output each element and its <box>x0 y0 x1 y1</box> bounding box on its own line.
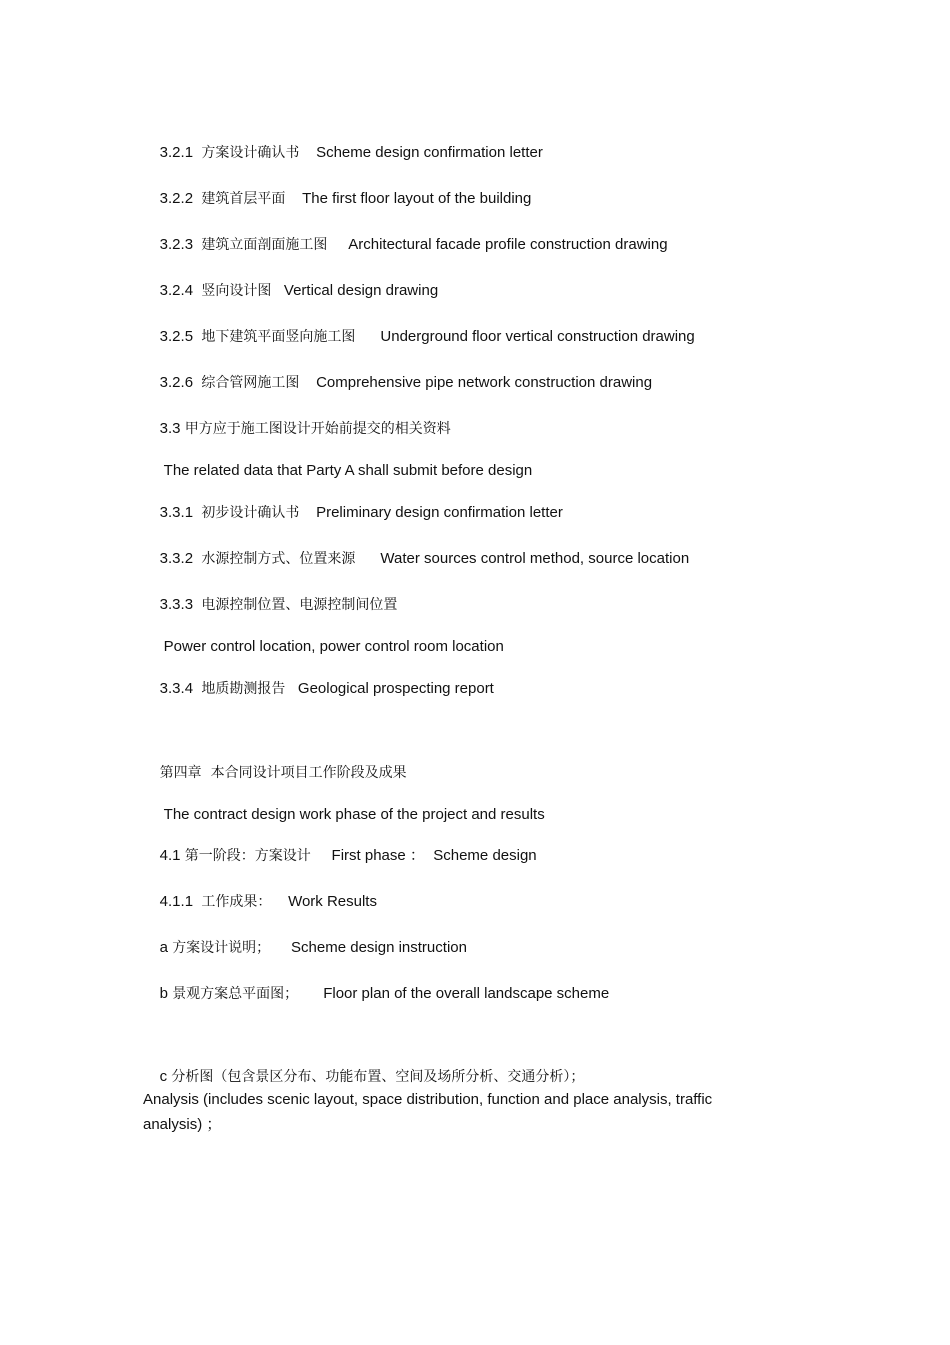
item-title-en: Scheme design confirmation letter <box>316 144 543 161</box>
item-title-cn: 第一阶段：方案设计 <box>184 848 311 864</box>
item-number: b <box>159 985 169 1002</box>
item-title-cn: 竖向设计图 <box>201 283 272 299</box>
item-number: 4.1.1 <box>159 893 194 910</box>
item-title-cn: 初步设计确认书 <box>201 505 300 521</box>
item-title-en: Water sources control method, source location <box>380 550 690 567</box>
item-title-en: First phase ： Scheme design <box>331 847 537 864</box>
item-number: 3.3.3 <box>159 596 194 613</box>
item-title-en: The related data that Party A shall submit before design <box>163 462 533 479</box>
item-title-cn: 电源控制位置、电源控制间位置 <box>201 597 398 613</box>
item-title-en: The first floor layout of the building <box>302 190 532 207</box>
item-number: c <box>159 1068 168 1085</box>
item-number: 3.2.1 <box>159 144 194 161</box>
item-number: 3.3 <box>159 420 181 437</box>
item-c-en <box>143 1087 723 1137</box>
item-title-en: Work Results <box>288 893 377 910</box>
item-title-cn: 水源控制方式、位置来源 <box>201 551 356 567</box>
item-number: 3.2.6 <box>159 374 194 391</box>
item-title-en: Vertical design drawing <box>283 282 439 299</box>
item-title-cn: 地质勘测报告 <box>201 681 286 697</box>
item-title-cn: 方案设计确认书 <box>201 145 300 161</box>
item-3-3-4 <box>143 659 494 719</box>
item-number: 3.2.4 <box>159 282 194 299</box>
item-title-cn: 分析图（包含景区分布、功能布置、空间及场所分析、交通分析）； <box>171 1069 585 1085</box>
item-title-en: Underground floor vertical construction drawing <box>380 328 695 345</box>
item-number: 3.2.3 <box>159 236 194 253</box>
item-number: a <box>159 939 169 956</box>
item-title-cn: 综合管网施工图 <box>201 375 300 391</box>
item-b <box>143 964 609 1024</box>
chapter-title-en: The contract design work phase of the project and results <box>163 806 545 823</box>
item-number: 3.3.4 <box>159 680 194 697</box>
item-title-en: Power control location, power control room location <box>163 638 504 655</box>
item-title-en: Floor plan of the overall landscape scheme <box>323 985 610 1002</box>
item-number: 3.2.5 <box>159 328 194 345</box>
item-title-en: Comprehensive pipe network construction drawing <box>316 374 653 391</box>
chapter-title-cn: 第四章 本合同设计项目工作阶段及成果 <box>159 765 407 781</box>
item-title-en: Geological prospecting report <box>297 680 494 697</box>
item-number: 3.3.1 <box>159 504 194 521</box>
item-title-cn: 甲方应于施工图设计开始前提交的相关资料 <box>184 421 451 437</box>
item-title-en: Architectural facade profile construction drawing <box>348 236 668 253</box>
item-number: 4.1 <box>159 847 181 864</box>
item-title-cn: 建筑首层平面 <box>201 191 286 207</box>
item-title-en: Preliminary design confirmation letter <box>316 504 563 521</box>
item-title-cn: 景观方案总平面图； <box>172 986 299 1002</box>
item-number: 3.2.2 <box>159 190 194 207</box>
item-title-en: Analysis (includes scenic layout, space distribution, function and place analysis, traffic analysis) ； <box>143 1091 713 1133</box>
item-title-cn: 地下建筑平面竖向施工图 <box>201 329 356 345</box>
item-number: 3.3.2 <box>159 550 194 567</box>
item-title-cn: 建筑立面剖面施工图 <box>201 237 328 253</box>
item-title-en: Scheme design instruction <box>291 939 467 956</box>
item-title-cn: 方案设计说明； <box>172 940 271 956</box>
item-title-cn: 工作成果： <box>201 894 272 910</box>
